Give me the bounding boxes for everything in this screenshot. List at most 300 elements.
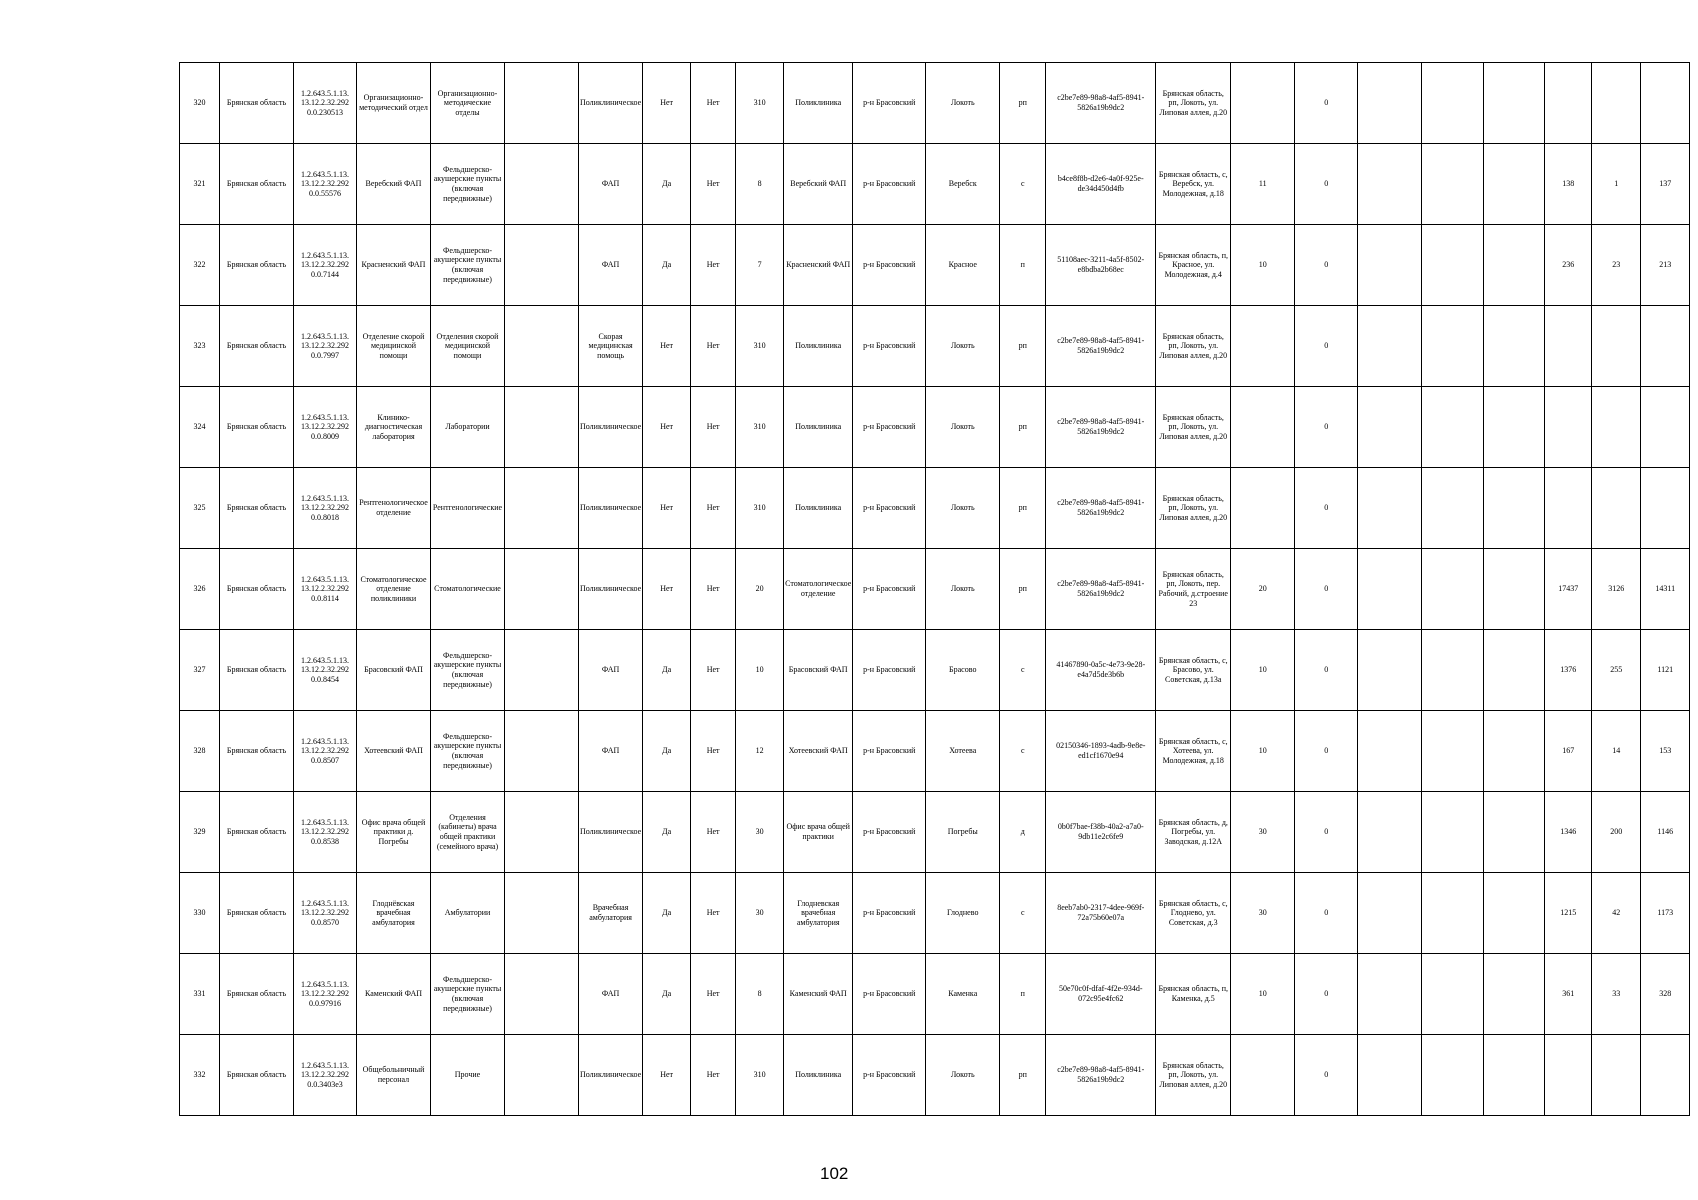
cell-v6: 17437 — [1545, 549, 1592, 630]
cell-v4 — [1422, 711, 1484, 792]
table-row — [180, 873, 1690, 954]
cell-v8: 328 — [1641, 954, 1690, 1035]
cell-address: Брянская область, рп, Локоть, ул. Липовая аллея, д.20 — [1156, 387, 1231, 468]
cell-region: Брянская область — [220, 630, 294, 711]
cell-region: Брянская область — [220, 468, 294, 549]
cell-region: Брянская область — [220, 225, 294, 306]
cell-code: 310 — [736, 387, 784, 468]
cell-n: 330 — [180, 873, 220, 954]
cell-type: Фельдшерско-акушерские пункты (включая передвижные) — [431, 225, 505, 306]
cell-address: Брянская область, с, Брасово, ул. Советская, д.13а — [1156, 630, 1231, 711]
cell-parent: Поликлиника — [784, 306, 853, 387]
cell-v5 — [1484, 387, 1545, 468]
cell-c6 — [505, 468, 579, 549]
cell-type: Рентгенологические — [431, 468, 505, 549]
cell-c6 — [505, 711, 579, 792]
cell-address: Брянская область, рп, Локоть, ул. Липовая аллея, д.20 — [1156, 468, 1231, 549]
cell-n: 326 — [180, 549, 220, 630]
cell-n: 329 — [180, 792, 220, 873]
cell-f1: Да — [643, 954, 691, 1035]
cell-f2: Нет — [691, 873, 736, 954]
cell-f1: Нет — [643, 306, 691, 387]
cell-oid: 1.2.643.5.1.13. 13.12.2.32.292 0.0.8018 — [294, 468, 357, 549]
cell-f1: Да — [643, 873, 691, 954]
cell-v8: 153 — [1641, 711, 1690, 792]
cell-address: Брянская область, с, Глоднево, ул. Советская, д.3 — [1156, 873, 1231, 954]
cell-v5 — [1484, 711, 1545, 792]
cell-v2: 0 — [1295, 306, 1358, 387]
cell-name: Брасовский ФАП — [357, 630, 431, 711]
cell-v3 — [1358, 1035, 1422, 1116]
cell-v8: 1146 — [1641, 792, 1690, 873]
cell-c6 — [505, 630, 579, 711]
cell-kind: Поликлиническое — [579, 1035, 643, 1116]
cell-v7: 42 — [1592, 873, 1641, 954]
cell-locality: Хотеева — [926, 711, 1000, 792]
cell-f1: Нет — [643, 1035, 691, 1116]
cell-v5 — [1484, 1035, 1545, 1116]
cell-type: Отделения скорой медицинской помощи — [431, 306, 505, 387]
cell-f2: Нет — [691, 387, 736, 468]
cell-f2: Нет — [691, 630, 736, 711]
cell-guid: c2be7e89-98a8-4af5-8941-5826a19b9dc2 — [1046, 387, 1156, 468]
cell-kind: Поликлиническое — [579, 63, 643, 144]
cell-code: 310 — [736, 1035, 784, 1116]
cell-n: 332 — [180, 1035, 220, 1116]
cell-name: Стоматологическое отделение поликлиники — [357, 549, 431, 630]
cell-v7: 23 — [1592, 225, 1641, 306]
cell-f1: Да — [643, 225, 691, 306]
cell-loctype: рп — [1000, 549, 1046, 630]
cell-v7: 200 — [1592, 792, 1641, 873]
cell-region: Брянская область — [220, 873, 294, 954]
cell-v8: 137 — [1641, 144, 1690, 225]
cell-c6 — [505, 63, 579, 144]
cell-loctype: с — [1000, 144, 1046, 225]
cell-v5 — [1484, 468, 1545, 549]
cell-loctype: рп — [1000, 468, 1046, 549]
cell-f1: Да — [643, 630, 691, 711]
cell-locality: Локоть — [926, 468, 1000, 549]
cell-v6 — [1545, 63, 1592, 144]
cell-kind: Поликлиническое — [579, 387, 643, 468]
cell-code: 20 — [736, 549, 784, 630]
cell-name: Хотеевский ФАП — [357, 711, 431, 792]
table-row — [180, 549, 1690, 630]
cell-name: Организационно-методический отдел — [357, 63, 431, 144]
cell-guid: c2be7e89-98a8-4af5-8941-5826a19b9dc2 — [1046, 63, 1156, 144]
table-row — [180, 630, 1690, 711]
cell-oid: 1.2.643.5.1.13. 13.12.2.32.292 0.0.97916 — [294, 954, 357, 1035]
cell-name: Глоднёвская врачебная амбулатория — [357, 873, 431, 954]
cell-v5 — [1484, 873, 1545, 954]
cell-parent: Брасовский ФАП — [784, 630, 853, 711]
cell-type: Лаборатории — [431, 387, 505, 468]
cell-f1: Нет — [643, 63, 691, 144]
cell-name: Отделение скорой медицинской помощи — [357, 306, 431, 387]
cell-f1: Да — [643, 144, 691, 225]
cell-parent: Поликлиника — [784, 387, 853, 468]
cell-kind: Поликлиническое — [579, 468, 643, 549]
cell-v5 — [1484, 549, 1545, 630]
cell-v3 — [1358, 792, 1422, 873]
cell-oid: 1.2.643.5.1.13. 13.12.2.32.292 0.0.230513 — [294, 63, 357, 144]
cell-f2: Нет — [691, 954, 736, 1035]
cell-v4 — [1422, 549, 1484, 630]
cell-v4 — [1422, 792, 1484, 873]
cell-v8 — [1641, 63, 1690, 144]
cell-oid: 1.2.643.5.1.13. 13.12.2.32.292 0.0.7997 — [294, 306, 357, 387]
cell-region: Брянская область — [220, 711, 294, 792]
cell-v3 — [1358, 549, 1422, 630]
cell-district: р-н Брасовский — [853, 1035, 926, 1116]
cell-parent: Поликлиника — [784, 1035, 853, 1116]
cell-v8 — [1641, 1035, 1690, 1116]
cell-guid: 41467890-0a5c-4e73-9e28-e4a7d5de3b6b — [1046, 630, 1156, 711]
cell-loctype: д — [1000, 792, 1046, 873]
cell-v1 — [1231, 1035, 1295, 1116]
cell-guid: c2be7e89-98a8-4af5-8941-5826a19b9dc2 — [1046, 468, 1156, 549]
cell-v3 — [1358, 630, 1422, 711]
cell-address: Брянская область, с, Веребск, ул. Молодежная, д.18 — [1156, 144, 1231, 225]
cell-v2: 0 — [1295, 63, 1358, 144]
cell-f2: Нет — [691, 306, 736, 387]
cell-guid: 51108aec-3211-4a5f-8502-e8bdba2b68ec — [1046, 225, 1156, 306]
cell-locality: Локоть — [926, 387, 1000, 468]
cell-address: Брянская область, п, Красное, ул. Молодежная, д.4 — [1156, 225, 1231, 306]
cell-v3 — [1358, 144, 1422, 225]
cell-guid: b4ce8f8b-d2e6-4a0f-925e-de34d450d4fb — [1046, 144, 1156, 225]
cell-v7 — [1592, 306, 1641, 387]
cell-type: Отделения (кабинеты) врача общей практики (семейного врача) — [431, 792, 505, 873]
cell-name: Офис врача общей практики д. Погребы — [357, 792, 431, 873]
cell-code: 310 — [736, 306, 784, 387]
cell-v3 — [1358, 468, 1422, 549]
cell-code: 30 — [736, 792, 784, 873]
cell-district: р-н Брасовский — [853, 954, 926, 1035]
cell-district: р-н Брасовский — [853, 468, 926, 549]
cell-v2: 0 — [1295, 225, 1358, 306]
cell-v8: 1173 — [1641, 873, 1690, 954]
cell-f1: Да — [643, 792, 691, 873]
cell-f1: Нет — [643, 468, 691, 549]
cell-v1: 10 — [1231, 954, 1295, 1035]
table-row — [180, 711, 1690, 792]
cell-n: 324 — [180, 387, 220, 468]
cell-f2: Нет — [691, 63, 736, 144]
cell-code: 10 — [736, 630, 784, 711]
cell-parent: Веребский ФАП — [784, 144, 853, 225]
cell-v4 — [1422, 63, 1484, 144]
cell-code: 310 — [736, 63, 784, 144]
cell-v8: 213 — [1641, 225, 1690, 306]
cell-v1: 10 — [1231, 630, 1295, 711]
cell-parent: Офис врача общей практики — [784, 792, 853, 873]
cell-f2: Нет — [691, 225, 736, 306]
cell-guid: c2be7e89-98a8-4af5-8941-5826a19b9dc2 — [1046, 1035, 1156, 1116]
cell-loctype: с — [1000, 873, 1046, 954]
cell-c6 — [505, 1035, 579, 1116]
cell-v5 — [1484, 306, 1545, 387]
cell-district: р-н Брасовский — [853, 225, 926, 306]
cell-district: р-н Брасовский — [853, 387, 926, 468]
table-row — [180, 387, 1690, 468]
cell-loctype: с — [1000, 711, 1046, 792]
cell-v5 — [1484, 225, 1545, 306]
cell-v5 — [1484, 63, 1545, 144]
cell-loctype: с — [1000, 630, 1046, 711]
cell-locality: Веребск — [926, 144, 1000, 225]
cell-code: 310 — [736, 468, 784, 549]
cell-v3 — [1358, 306, 1422, 387]
cell-v8 — [1641, 468, 1690, 549]
cell-name: Рентгенологическое отделение — [357, 468, 431, 549]
cell-c6 — [505, 144, 579, 225]
cell-c6 — [505, 873, 579, 954]
cell-f2: Нет — [691, 144, 736, 225]
cell-v2: 0 — [1295, 792, 1358, 873]
cell-locality: Локоть — [926, 63, 1000, 144]
cell-v3 — [1358, 387, 1422, 468]
cell-district: р-н Брасовский — [853, 144, 926, 225]
cell-v2: 0 — [1295, 630, 1358, 711]
cell-address: Брянская область, рп, Локоть, пер. Рабочий, д.строение 23 — [1156, 549, 1231, 630]
cell-c6 — [505, 549, 579, 630]
cell-district: р-н Брасовский — [853, 711, 926, 792]
cell-v4 — [1422, 873, 1484, 954]
cell-parent: Поликлиника — [784, 468, 853, 549]
cell-region: Брянская область — [220, 63, 294, 144]
cell-type: Фельдшерско-акушерские пункты (включая передвижные) — [431, 954, 505, 1035]
cell-v2: 0 — [1295, 711, 1358, 792]
cell-locality: Погребы — [926, 792, 1000, 873]
data-table — [179, 62, 1690, 1116]
cell-parent: Хотеевский ФАП — [784, 711, 853, 792]
cell-address: Брянская область, д, Погребы, ул. Заводская, д.12А — [1156, 792, 1231, 873]
cell-v4 — [1422, 306, 1484, 387]
cell-address: Брянская область, п, Каменка, д.5 — [1156, 954, 1231, 1035]
cell-v3 — [1358, 63, 1422, 144]
cell-v6 — [1545, 1035, 1592, 1116]
cell-v8: 14311 — [1641, 549, 1690, 630]
cell-type: Фельдшерско-акушерские пункты (включая передвижные) — [431, 630, 505, 711]
cell-v6: 138 — [1545, 144, 1592, 225]
cell-v2: 0 — [1295, 144, 1358, 225]
cell-v6: 167 — [1545, 711, 1592, 792]
cell-address: Брянская область, рп, Локоть, ул. Липовая аллея, д.20 — [1156, 306, 1231, 387]
cell-v7 — [1592, 1035, 1641, 1116]
cell-code: 7 — [736, 225, 784, 306]
cell-locality: Брасово — [926, 630, 1000, 711]
cell-guid: 0b0f7bae-f38b-40a2-a7a0-9db11e2c6fe9 — [1046, 792, 1156, 873]
cell-loctype: рп — [1000, 387, 1046, 468]
cell-v4 — [1422, 387, 1484, 468]
table-row — [180, 1035, 1690, 1116]
cell-parent: Красненский ФАП — [784, 225, 853, 306]
cell-v1: 11 — [1231, 144, 1295, 225]
cell-type: Организационно-методические отделы — [431, 63, 505, 144]
cell-kind: Скорая медицинская помощь — [579, 306, 643, 387]
cell-v1: 30 — [1231, 873, 1295, 954]
cell-v2: 0 — [1295, 387, 1358, 468]
cell-v5 — [1484, 144, 1545, 225]
cell-n: 331 — [180, 954, 220, 1035]
cell-v4 — [1422, 1035, 1484, 1116]
cell-v3 — [1358, 711, 1422, 792]
cell-code: 8 — [736, 954, 784, 1035]
cell-loctype: рп — [1000, 63, 1046, 144]
cell-oid: 1.2.643.5.1.13. 13.12.2.32.292 0.0.8570 — [294, 873, 357, 954]
cell-oid: 1.2.643.5.1.13. 13.12.2.32.292 0.0.8507 — [294, 711, 357, 792]
cell-v3 — [1358, 225, 1422, 306]
cell-v1 — [1231, 63, 1295, 144]
cell-v5 — [1484, 630, 1545, 711]
cell-v6: 1215 — [1545, 873, 1592, 954]
page-number: 102 — [820, 1164, 849, 1183]
cell-name: Общебольничный персонал — [357, 1035, 431, 1116]
cell-guid: c2be7e89-98a8-4af5-8941-5826a19b9dc2 — [1046, 549, 1156, 630]
cell-v6: 361 — [1545, 954, 1592, 1035]
cell-loctype: рп — [1000, 306, 1046, 387]
cell-guid: 02150346-1893-4adb-9e8e-ed1cf1670e94 — [1046, 711, 1156, 792]
cell-code: 30 — [736, 873, 784, 954]
cell-locality: Красное — [926, 225, 1000, 306]
cell-locality: Локоть — [926, 549, 1000, 630]
table-row — [180, 144, 1690, 225]
table-row — [180, 63, 1690, 144]
cell-region: Брянская область — [220, 306, 294, 387]
cell-parent: Каменский ФАП — [784, 954, 853, 1035]
cell-address: Брянская область, рп, Локоть, ул. Липовая аллея, д.20 — [1156, 1035, 1231, 1116]
cell-kind: Поликлиническое — [579, 792, 643, 873]
cell-v1: 10 — [1231, 225, 1295, 306]
cell-c6 — [505, 792, 579, 873]
cell-guid: 50e70c0f-dfaf-4f2e-934d-072c95e4fc62 — [1046, 954, 1156, 1035]
cell-v7: 1 — [1592, 144, 1641, 225]
cell-v6: 1346 — [1545, 792, 1592, 873]
cell-name: Веребский ФАП — [357, 144, 431, 225]
cell-name: Каменский ФАП — [357, 954, 431, 1035]
cell-oid: 1.2.643.5.1.13. 13.12.2.32.292 0.0.8114 — [294, 549, 357, 630]
table-row — [180, 225, 1690, 306]
cell-locality: Локоть — [926, 306, 1000, 387]
cell-n: 322 — [180, 225, 220, 306]
cell-oid: 1.2.643.5.1.13. 13.12.2.32.292 0.0.3403e3 — [294, 1035, 357, 1116]
cell-kind: ФАП — [579, 711, 643, 792]
cell-v7: 3126 — [1592, 549, 1641, 630]
cell-f2: Нет — [691, 468, 736, 549]
cell-guid: c2be7e89-98a8-4af5-8941-5826a19b9dc2 — [1046, 306, 1156, 387]
cell-region: Брянская область — [220, 1035, 294, 1116]
cell-address: Брянская область, с, Хотеева, ул. Молодежная, д.18 — [1156, 711, 1231, 792]
cell-name: Красненский ФАП — [357, 225, 431, 306]
cell-n: 323 — [180, 306, 220, 387]
cell-region: Брянская область — [220, 954, 294, 1035]
cell-v5 — [1484, 954, 1545, 1035]
cell-v1: 20 — [1231, 549, 1295, 630]
cell-v2: 0 — [1295, 549, 1358, 630]
table-row — [180, 792, 1690, 873]
cell-oid: 1.2.643.5.1.13. 13.12.2.32.292 0.0.8538 — [294, 792, 357, 873]
cell-v6: 1376 — [1545, 630, 1592, 711]
cell-kind: ФАП — [579, 954, 643, 1035]
cell-f2: Нет — [691, 1035, 736, 1116]
cell-v6 — [1545, 306, 1592, 387]
cell-code: 12 — [736, 711, 784, 792]
cell-v1 — [1231, 387, 1295, 468]
cell-loctype: п — [1000, 954, 1046, 1035]
cell-v8 — [1641, 306, 1690, 387]
cell-loctype: рп — [1000, 1035, 1046, 1116]
cell-type: Фельдшерско-акушерские пункты (включая передвижные) — [431, 144, 505, 225]
cell-loctype: п — [1000, 225, 1046, 306]
cell-region: Брянская область — [220, 144, 294, 225]
cell-v7: 14 — [1592, 711, 1641, 792]
cell-v1: 10 — [1231, 711, 1295, 792]
cell-type: Фельдшерско-акушерские пункты (включая передвижные) — [431, 711, 505, 792]
cell-c6 — [505, 387, 579, 468]
cell-f2: Нет — [691, 549, 736, 630]
cell-c6 — [505, 954, 579, 1035]
cell-district: р-н Брасовский — [853, 873, 926, 954]
cell-kind: ФАП — [579, 144, 643, 225]
cell-n: 320 — [180, 63, 220, 144]
table-row — [180, 468, 1690, 549]
cell-v8 — [1641, 387, 1690, 468]
cell-guid: 8eeb7ab0-2317-4dee-969f-72a75b60e07a — [1046, 873, 1156, 954]
cell-c6 — [505, 306, 579, 387]
cell-district: р-н Брасовский — [853, 630, 926, 711]
table-row — [180, 306, 1690, 387]
cell-f2: Нет — [691, 792, 736, 873]
cell-kind: Поликлиническое — [579, 549, 643, 630]
cell-type: Прочие — [431, 1035, 505, 1116]
cell-parent: Поликлиника — [784, 63, 853, 144]
cell-oid: 1.2.643.5.1.13. 13.12.2.32.292 0.0.7144 — [294, 225, 357, 306]
cell-locality: Локоть — [926, 1035, 1000, 1116]
cell-region: Брянская область — [220, 549, 294, 630]
cell-district: р-н Брасовский — [853, 549, 926, 630]
cell-n: 321 — [180, 144, 220, 225]
cell-v2: 0 — [1295, 873, 1358, 954]
cell-parent: Стоматологическое отделение — [784, 549, 853, 630]
cell-oid: 1.2.643.5.1.13. 13.12.2.32.292 0.0.55576 — [294, 144, 357, 225]
table-row — [180, 954, 1690, 1035]
cell-code: 8 — [736, 144, 784, 225]
cell-v2: 0 — [1295, 1035, 1358, 1116]
cell-oid: 1.2.643.5.1.13. 13.12.2.32.292 0.0.8009 — [294, 387, 357, 468]
cell-v7: 255 — [1592, 630, 1641, 711]
cell-v1 — [1231, 306, 1295, 387]
cell-v6 — [1545, 468, 1592, 549]
cell-type: Стоматологические — [431, 549, 505, 630]
cell-f1: Нет — [643, 549, 691, 630]
cell-v2: 0 — [1295, 954, 1358, 1035]
cell-f1: Да — [643, 711, 691, 792]
cell-region: Брянская область — [220, 792, 294, 873]
cell-f1: Нет — [643, 387, 691, 468]
cell-v1: 30 — [1231, 792, 1295, 873]
cell-v7: 33 — [1592, 954, 1641, 1035]
cell-address: Брянская область, рп, Локоть, ул. Липовая аллея, д.20 — [1156, 63, 1231, 144]
cell-v4 — [1422, 225, 1484, 306]
cell-v3 — [1358, 954, 1422, 1035]
cell-v2: 0 — [1295, 468, 1358, 549]
cell-v8: 1121 — [1641, 630, 1690, 711]
cell-district: р-н Брасовский — [853, 63, 926, 144]
cell-v6 — [1545, 387, 1592, 468]
cell-n: 325 — [180, 468, 220, 549]
